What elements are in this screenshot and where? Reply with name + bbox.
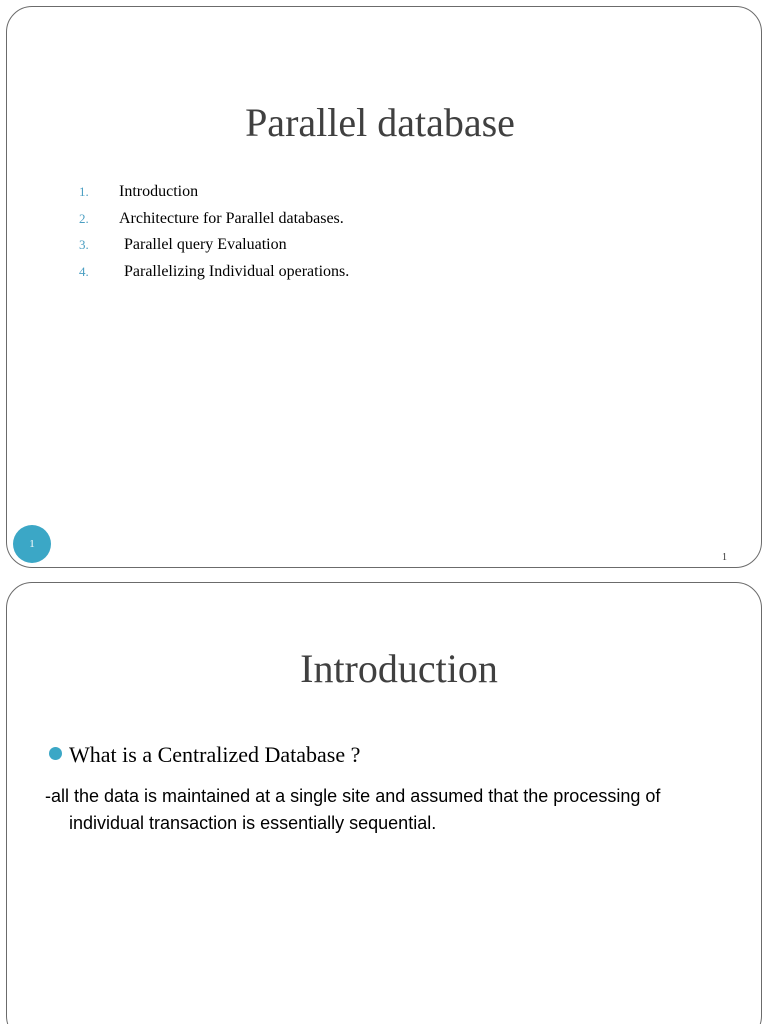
bullet-dot-icon (49, 747, 62, 760)
body-line: -all the data is maintained at a single site and assumed that the processing of (45, 786, 661, 806)
list-item-text: Parallelizing Individual operations. (124, 262, 350, 280)
slide-title: Introduction (300, 646, 498, 691)
list-item-text: Parallel query Evaluation (124, 236, 287, 253)
slide-2 (6, 582, 762, 1024)
list-number: 4. (79, 263, 89, 279)
body-line: individual transaction is essentially sequential. (69, 813, 437, 833)
list-number: 3. (79, 237, 89, 252)
list-number: 1. (79, 184, 89, 199)
slide-1 (6, 6, 762, 568)
list-number: 2. (79, 210, 89, 226)
list-item-text: Introduction (119, 183, 199, 200)
bullet-text: What is a Centralized Database ? (69, 742, 361, 767)
page-number: 1 (722, 552, 727, 563)
slide-title: Parallel database (245, 100, 515, 145)
list-item-text: Architecture for Parallel databases. (119, 209, 344, 227)
slide-number-badge: 1 (13, 525, 51, 563)
body-paragraph (45, 783, 735, 837)
